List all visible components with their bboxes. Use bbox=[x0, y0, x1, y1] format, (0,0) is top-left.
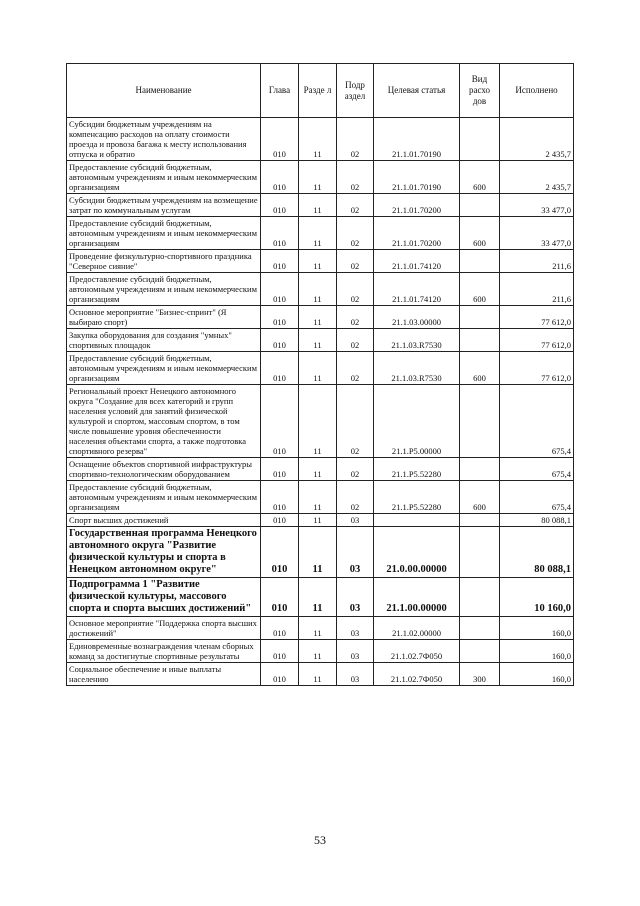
cell-ispolneno: 10 160,0 bbox=[500, 578, 574, 617]
cell-podrazdel: 02 bbox=[337, 306, 374, 329]
cell-vid: 600 bbox=[460, 161, 500, 194]
cell-razdel: 11 bbox=[299, 217, 337, 250]
cell-razdel: 11 bbox=[299, 329, 337, 352]
table-row bbox=[67, 329, 574, 352]
table-row bbox=[67, 118, 574, 161]
table-row bbox=[67, 352, 574, 385]
cell-statya: 21.1.P5.52280 bbox=[374, 481, 460, 514]
cell-vid bbox=[460, 640, 500, 663]
cell-glava: 010 bbox=[261, 250, 299, 273]
cell-razdel: 11 bbox=[299, 194, 337, 217]
cell-name: Предоставление субсидий бюджетным, автономным учреждениям и иным некоммерческим организациям bbox=[67, 352, 261, 385]
cell-statya: 21.1.01.70200 bbox=[374, 194, 460, 217]
cell-vid: 600 bbox=[460, 217, 500, 250]
cell-name: Основное мероприятие "Поддержка спорта высших достижений" bbox=[67, 617, 261, 640]
table-row bbox=[67, 578, 574, 617]
budget-table bbox=[66, 63, 574, 686]
cell-podrazdel: 02 bbox=[337, 385, 374, 458]
cell-podrazdel: 02 bbox=[337, 458, 374, 481]
header-razdel: Разде л bbox=[299, 64, 337, 118]
cell-razdel: 11 bbox=[299, 481, 337, 514]
cell-glava: 010 bbox=[261, 578, 299, 617]
cell-name: Предоставление субсидий бюджетным, автономным учреждениям и иным некоммерческим организациям bbox=[67, 161, 261, 194]
cell-ispolneno: 211,6 bbox=[500, 273, 574, 306]
table-row bbox=[67, 514, 574, 527]
cell-ispolneno: 160,0 bbox=[500, 663, 574, 686]
cell-vid bbox=[460, 250, 500, 273]
cell-ispolneno: 675,4 bbox=[500, 385, 574, 458]
table-row bbox=[67, 640, 574, 663]
cell-podrazdel: 03 bbox=[337, 617, 374, 640]
cell-podrazdel: 03 bbox=[337, 578, 374, 617]
cell-podrazdel: 02 bbox=[337, 273, 374, 306]
cell-podrazdel: 03 bbox=[337, 663, 374, 686]
cell-podrazdel: 02 bbox=[337, 481, 374, 514]
cell-podrazdel: 03 bbox=[337, 640, 374, 663]
table-row bbox=[67, 273, 574, 306]
cell-glava: 010 bbox=[261, 527, 299, 578]
cell-vid: 600 bbox=[460, 273, 500, 306]
cell-vid bbox=[460, 527, 500, 578]
cell-podrazdel: 03 bbox=[337, 527, 374, 578]
cell-glava: 010 bbox=[261, 385, 299, 458]
cell-ispolneno: 33 477,0 bbox=[500, 194, 574, 217]
cell-razdel: 11 bbox=[299, 663, 337, 686]
cell-vid bbox=[460, 514, 500, 527]
cell-razdel: 11 bbox=[299, 118, 337, 161]
cell-statya: 21.1.P5.00000 bbox=[374, 385, 460, 458]
cell-statya: 21.1.P5.52280 bbox=[374, 458, 460, 481]
table-row bbox=[67, 306, 574, 329]
cell-razdel: 11 bbox=[299, 640, 337, 663]
table-row bbox=[67, 663, 574, 686]
table-row bbox=[67, 161, 574, 194]
cell-statya: 21.1.02.7Ф050 bbox=[374, 640, 460, 663]
cell-statya: 21.0.00.00000 bbox=[374, 527, 460, 578]
cell-name: Предоставление субсидий бюджетным, автономным учреждениям и иным некоммерческим организациям bbox=[67, 273, 261, 306]
cell-name: Государственная программа Ненецкого автономного округа "Развитие физической культуры и спорта в Ненецком автономном округе" bbox=[67, 527, 261, 578]
cell-vid bbox=[460, 578, 500, 617]
cell-ispolneno: 675,4 bbox=[500, 481, 574, 514]
cell-vid bbox=[460, 458, 500, 481]
cell-name: Предоставление субсидий бюджетным, автономным учреждениям и иным некоммерческим организациям bbox=[67, 481, 261, 514]
cell-glava: 010 bbox=[261, 273, 299, 306]
cell-razdel: 11 bbox=[299, 527, 337, 578]
cell-ispolneno: 675,4 bbox=[500, 458, 574, 481]
cell-statya: 21.1.01.74120 bbox=[374, 273, 460, 306]
cell-vid: 600 bbox=[460, 481, 500, 514]
header-vid: Вид расхо дов bbox=[460, 64, 500, 118]
table-header-row bbox=[67, 64, 574, 118]
cell-glava: 010 bbox=[261, 352, 299, 385]
table-row bbox=[67, 250, 574, 273]
cell-ispolneno: 80 088,1 bbox=[500, 527, 574, 578]
cell-ispolneno: 211,6 bbox=[500, 250, 574, 273]
header-glava: Глава bbox=[261, 64, 299, 118]
cell-razdel: 11 bbox=[299, 385, 337, 458]
cell-razdel: 11 bbox=[299, 617, 337, 640]
cell-podrazdel: 02 bbox=[337, 194, 374, 217]
cell-name: Социальное обеспечение и иные выплаты населению bbox=[67, 663, 261, 686]
cell-statya: 21.1.01.70190 bbox=[374, 161, 460, 194]
cell-razdel: 11 bbox=[299, 306, 337, 329]
header-name: Наименование bbox=[67, 64, 261, 118]
cell-podrazdel: 02 bbox=[337, 118, 374, 161]
cell-podrazdel: 02 bbox=[337, 250, 374, 273]
cell-ispolneno: 160,0 bbox=[500, 640, 574, 663]
cell-glava: 010 bbox=[261, 640, 299, 663]
cell-name: Подпрограмма 1 "Развитие физической культуры, массового спорта и спорта высших достижений" bbox=[67, 578, 261, 617]
cell-glava: 010 bbox=[261, 481, 299, 514]
table-row bbox=[67, 527, 574, 578]
cell-glava: 010 bbox=[261, 514, 299, 527]
cell-glava: 010 bbox=[261, 329, 299, 352]
table-row bbox=[67, 617, 574, 640]
cell-name: Субсидии бюджетным учреждениям на компенсацию расходов на оплату стоимости проезда и провоза багажа к месту использования отпуска и обратно bbox=[67, 118, 261, 161]
cell-glava: 010 bbox=[261, 194, 299, 217]
cell-statya: 21.1.01.70200 bbox=[374, 217, 460, 250]
cell-vid bbox=[460, 329, 500, 352]
table-row bbox=[67, 385, 574, 458]
cell-name: Субсидии бюджетным учреждениям на возмещение затрат по коммунальным услугам bbox=[67, 194, 261, 217]
cell-razdel: 11 bbox=[299, 458, 337, 481]
cell-vid: 600 bbox=[460, 352, 500, 385]
cell-glava: 010 bbox=[261, 161, 299, 194]
header-statya: Целевая статья bbox=[374, 64, 460, 118]
cell-razdel: 11 bbox=[299, 250, 337, 273]
table-row bbox=[67, 458, 574, 481]
cell-glava: 010 bbox=[261, 458, 299, 481]
cell-ispolneno: 160,0 bbox=[500, 617, 574, 640]
cell-podrazdel: 03 bbox=[337, 514, 374, 527]
cell-glava: 010 bbox=[261, 118, 299, 161]
cell-ispolneno: 77 612,0 bbox=[500, 352, 574, 385]
cell-ispolneno: 80 088,1 bbox=[500, 514, 574, 527]
cell-podrazdel: 02 bbox=[337, 161, 374, 194]
cell-statya: 21.1.02.00000 bbox=[374, 617, 460, 640]
cell-ispolneno: 33 477,0 bbox=[500, 217, 574, 250]
header-podrazdel: Подр аздел bbox=[337, 64, 374, 118]
cell-name: Региональный проект Ненецкого автономного округа "Создание для всех категорий и групп населения условий для занятий физической культурой и спортом, массовым спортом, в том числе повышение уровня обеспеченности населения объектами спорта, а также подготовка спортивного резерва" bbox=[67, 385, 261, 458]
cell-name: Спорт высших достижений bbox=[67, 514, 261, 527]
cell-statya: 21.1.01.74120 bbox=[374, 250, 460, 273]
page-number: 53 bbox=[314, 833, 326, 847]
header-ispolneno: Исполнено bbox=[500, 64, 574, 118]
cell-podrazdel: 02 bbox=[337, 352, 374, 385]
cell-podrazdel: 02 bbox=[337, 329, 374, 352]
cell-name: Единовременные вознаграждения членам сборных команд за достигнутые спортивные результаты bbox=[67, 640, 261, 663]
cell-ispolneno: 2 435,7 bbox=[500, 118, 574, 161]
cell-vid bbox=[460, 118, 500, 161]
cell-vid bbox=[460, 617, 500, 640]
cell-razdel: 11 bbox=[299, 514, 337, 527]
cell-statya: 21.1.03.R7530 bbox=[374, 352, 460, 385]
cell-name: Основное мероприятие "Бизнес-спринт" (Я выбираю спорт) bbox=[67, 306, 261, 329]
cell-name: Предоставление субсидий бюджетным, автономным учреждениям и иным некоммерческим организациям bbox=[67, 217, 261, 250]
table-row bbox=[67, 217, 574, 250]
cell-razdel: 11 bbox=[299, 273, 337, 306]
cell-glava: 010 bbox=[261, 663, 299, 686]
cell-statya: 21.1.03.00000 bbox=[374, 306, 460, 329]
cell-name: Закупка оборудования для создания "умных" спортивных площадок bbox=[67, 329, 261, 352]
table-row bbox=[67, 481, 574, 514]
cell-vid bbox=[460, 306, 500, 329]
cell-statya: 21.1.00.00000 bbox=[374, 578, 460, 617]
cell-razdel: 11 bbox=[299, 161, 337, 194]
cell-ispolneno: 77 612,0 bbox=[500, 306, 574, 329]
cell-name: Проведение физкультурно-спортивного праздника "Северное сияние" bbox=[67, 250, 261, 273]
table-row bbox=[67, 194, 574, 217]
cell-name: Оснащение объектов спортивной инфраструктуры спортивно-технологическим оборудованием bbox=[67, 458, 261, 481]
cell-podrazdel: 02 bbox=[337, 217, 374, 250]
cell-glava: 010 bbox=[261, 217, 299, 250]
cell-ispolneno: 2 435,7 bbox=[500, 161, 574, 194]
cell-glava: 010 bbox=[261, 617, 299, 640]
cell-vid: 300 bbox=[460, 663, 500, 686]
cell-razdel: 11 bbox=[299, 578, 337, 617]
cell-vid bbox=[460, 194, 500, 217]
cell-glava: 010 bbox=[261, 306, 299, 329]
cell-vid bbox=[460, 385, 500, 458]
cell-statya: 21.1.02.7Ф050 bbox=[374, 663, 460, 686]
cell-ispolneno: 77 612,0 bbox=[500, 329, 574, 352]
cell-statya: 21.1.01.70190 bbox=[374, 118, 460, 161]
cell-razdel: 11 bbox=[299, 352, 337, 385]
cell-statya bbox=[374, 514, 460, 527]
cell-statya: 21.1.03.R7530 bbox=[374, 329, 460, 352]
